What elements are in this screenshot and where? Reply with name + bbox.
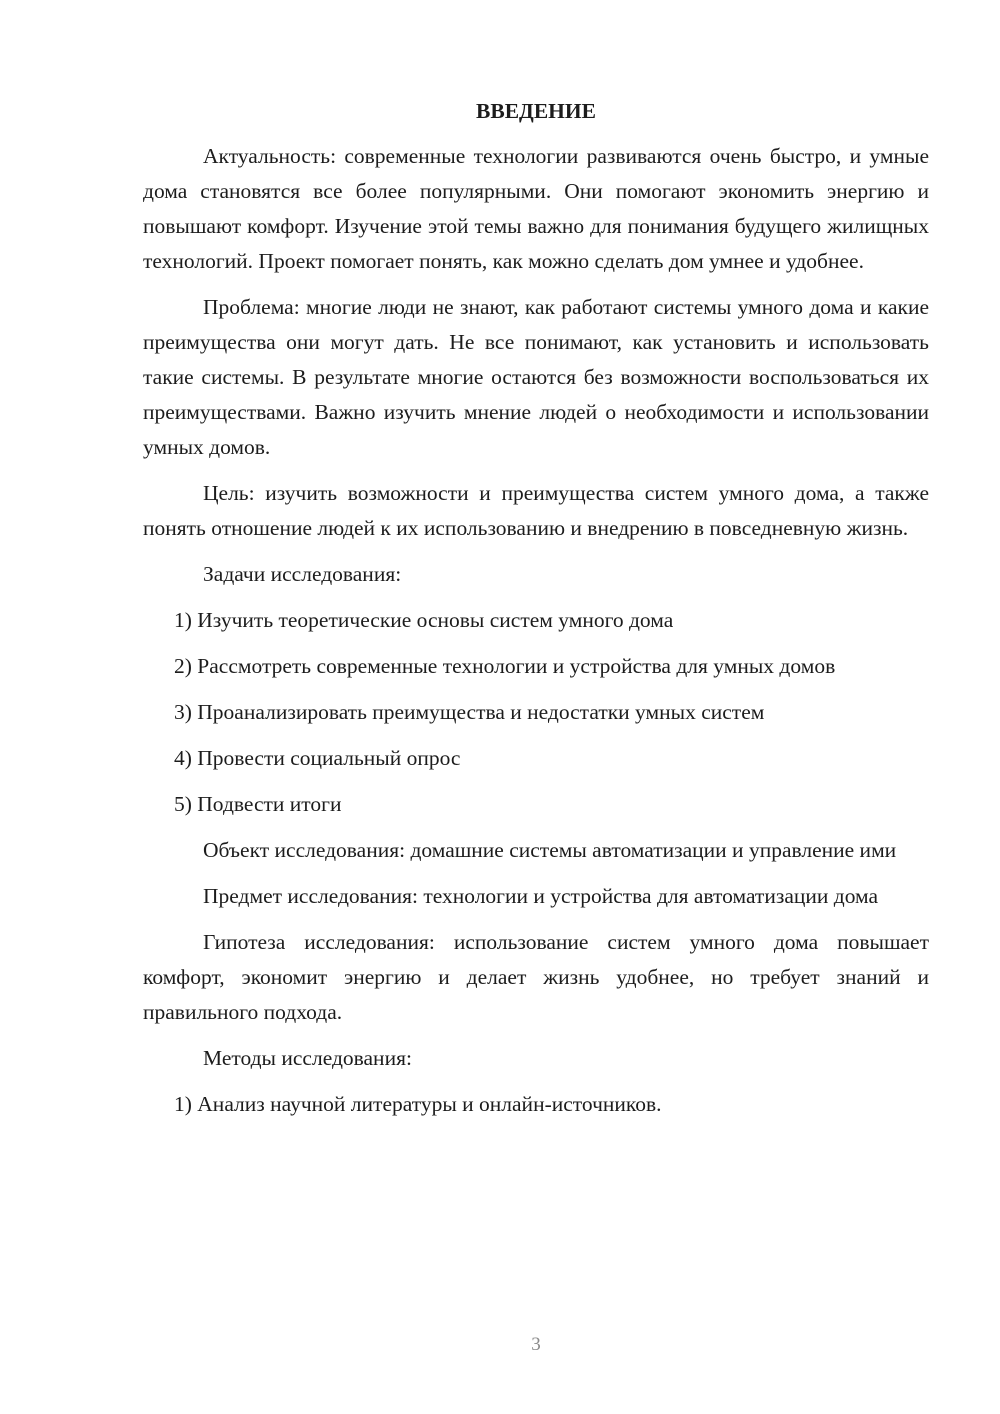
page-number: 3: [531, 1334, 541, 1355]
task-item: 1) Изучить теоретические основы систем умного дома: [174, 608, 674, 632]
methods-heading: Методы исследования:: [203, 1046, 412, 1070]
task-item: 3) Проанализировать преимущества и недостатки умных систем: [174, 700, 765, 724]
document-page: [143, 96, 929, 1133]
hypothesis-paragraph: Гипотеза исследования: использование систем умного дома повышает комфорт, экономит энергию и делает жизнь удобнее, но требует знаний и правильного подхода.: [143, 930, 929, 1024]
object-paragraph: Объект исследования: домашние системы автоматизации и управление ими: [203, 838, 897, 862]
tasks-heading: Задачи исследования:: [203, 562, 402, 586]
task-item: 4) Провести социальный опрос: [174, 746, 461, 770]
problem-paragraph: Проблема: многие люди не знают, как работают системы умного дома и какие преимущества они могут дать. Не все понимают, как установить и использовать такие системы. В результате многие остаются без возможности воспользоваться их преимуществами. Важно изучить мнение людей о необходимости и использовании умных домов.: [143, 295, 929, 459]
subject-paragraph: Предмет исследования: технологии и устройства для автоматизации дома: [203, 884, 879, 908]
goal-paragraph: Цель: изучить возможности и преимущества систем умного дома, а также понять отношение людей к их использованию и внедрению в повседневную жизнь.: [143, 481, 929, 540]
section-title: ВВЕДЕНИЕ: [476, 99, 596, 123]
task-item: 5) Подвести итоги: [174, 792, 342, 816]
method-item: 1) Анализ научной литературы и онлайн-источников.: [174, 1092, 662, 1116]
task-item: 2) Рассмотреть современные технологии и устройства для умных домов: [174, 654, 836, 678]
relevance-paragraph: Актуальность: современные технологии развиваются очень быстро, и умные дома становятся все более популярными. Они помогают экономить энергию и повышают комфорт. Изучение этой темы важно для понимания будущего жилищных технологий. Проект помогает понять, как можно сделать дом умнее и удобнее.: [143, 144, 929, 273]
